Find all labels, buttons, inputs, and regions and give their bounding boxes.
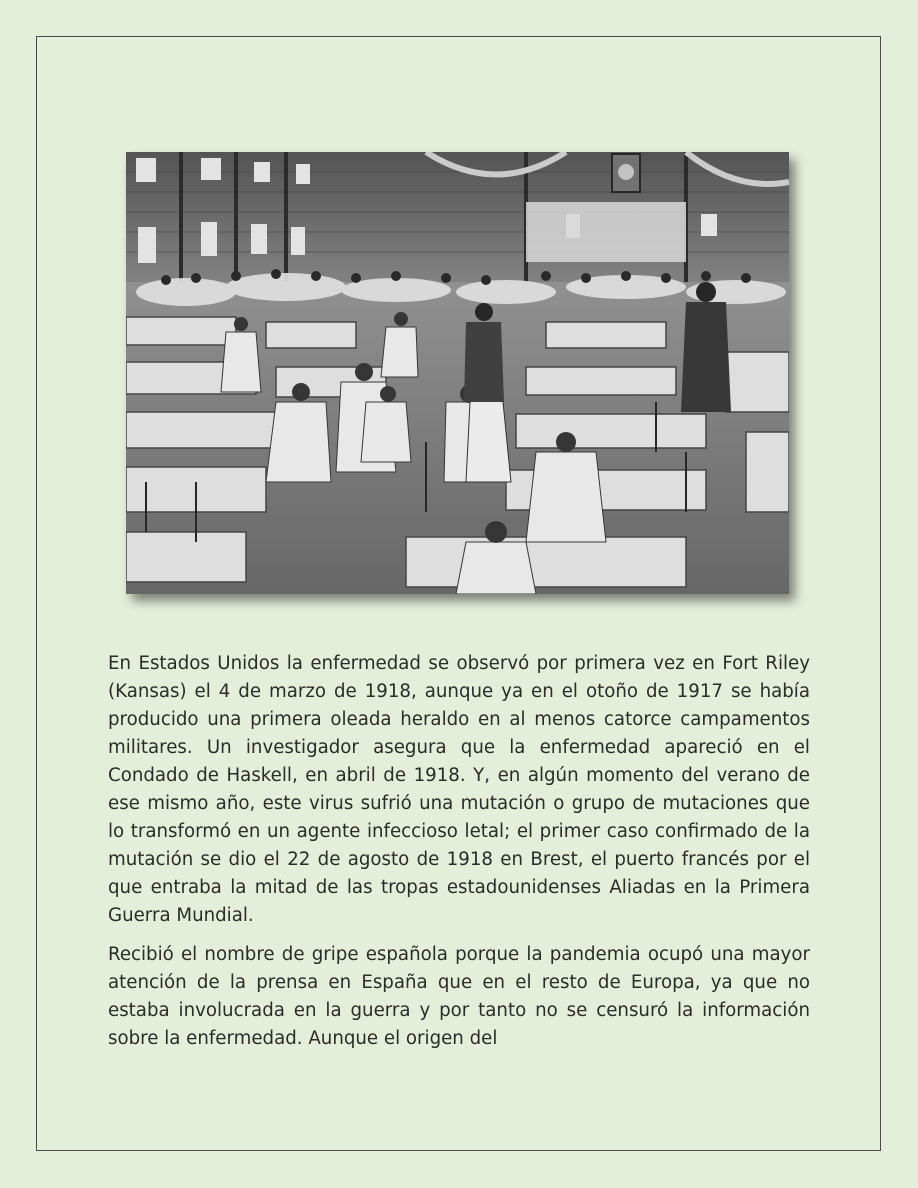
paragraph-1: En Estados Unidos la enfermedad se observó por primera vez en Fort Riley (Kansas) el 4 de marzo de 1918, aunque ya en el otoño de 1917 se había producido una primera oleada heraldo en al menos catorce campamentos militares. Un investigador asegura que la enfermedad apareció en el Condado de Haskell, en abril de 1918. Y, en algún momento del verano de ese mismo año, este virus sufrió una mutación o grupo de mutaciones que lo transformó en un agente infeccioso letal; el primer caso confirmado de la mutación se dio el 22 de agosto de 1918 en Brest, el puerto francés por el que entraba la mitad de las tropas estadounidenses Aliadas en la Primera Guerra Mundial. [108,653,810,926]
article-body [108,650,810,1064]
photo-illustration [126,152,789,594]
paragraph-2: Recibió el nombre de gripe española porque la pandemia ocupó una mayor atención de la prensa en España que en el resto de Europa, ya que no estaba involucrada en la guerra y por tanto no se censuró la información sobre la enfermedad. Aunque el origen del [108,944,810,1049]
historic-hospital-ward-photo [126,152,789,594]
